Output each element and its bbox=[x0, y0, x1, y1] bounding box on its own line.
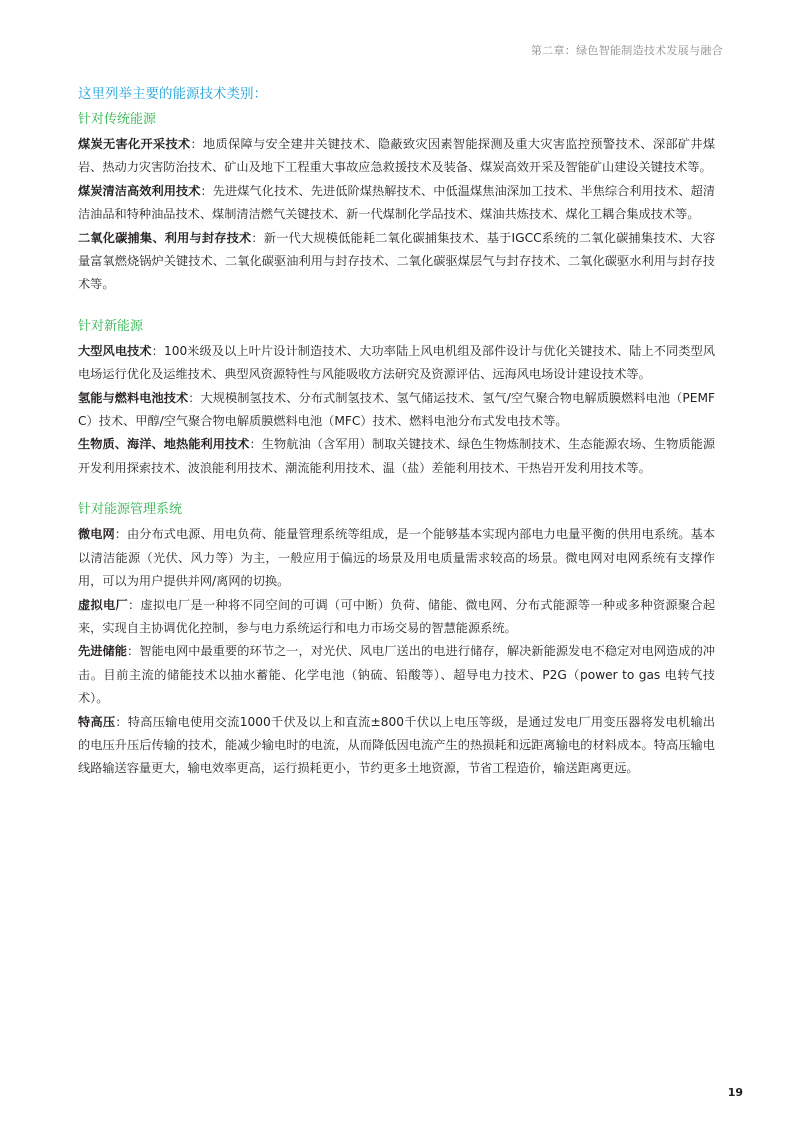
tech-description: 虚拟电厂是一种将不同空间的可调（可中断）负荷、储能、微电网、分布式能源等一种或多种资源聚合起来，实现自主协调优化控制，参与电力系统运行和电力市场交易的智慧能源系统。 bbox=[78, 597, 716, 635]
tech-term: 二氧化碳捕集、利用与封存技术 bbox=[78, 230, 252, 245]
section-title: 针对新能源 bbox=[78, 318, 144, 334]
tech-description: 100米级及以上叶片设计制造技术、大功率陆上风电机组及部件设计与优化关键技术、陆上不同类型风电场运行优化及运维技术、典型风资源特性与风能吸收方法研究及资源评估、远海风电场设计建设技术等。 bbox=[78, 343, 716, 382]
tech-term: 煤炭清洁高效利用技术 bbox=[78, 183, 201, 198]
term-separator: ： bbox=[128, 597, 141, 612]
section-energy-management bbox=[78, 500, 715, 780]
tech-term: 虚拟电厂 bbox=[78, 597, 128, 612]
tech-term: 大型风电技术 bbox=[78, 343, 152, 358]
tech-paragraph bbox=[78, 523, 715, 593]
term-separator: ： bbox=[190, 137, 203, 151]
tech-description: 新一代大规模低能耗二氧化碳捕集技术、基于IGCC系统的二氧化碳捕集技术、大容量富氧燃烧锅炉关键技术、二氧化碳驱油利用与封存技术、二氧化碳驱煤层气与封存技术、二氧化碳驱水利用与封存技术等。 bbox=[78, 230, 716, 292]
term-separator: ： bbox=[200, 183, 213, 198]
section-title: 针对能源管理系统 bbox=[78, 502, 183, 518]
main-content bbox=[78, 84, 715, 801]
tech-paragraph bbox=[78, 227, 715, 297]
section-new-energy bbox=[78, 317, 715, 480]
tech-paragraph bbox=[78, 340, 715, 387]
term-separator: ： bbox=[127, 644, 140, 659]
tech-term: 先进储能 bbox=[78, 644, 128, 659]
chapter-header: 第二章：绿色智能制造技术发展与融合 bbox=[530, 44, 723, 57]
tech-term: 特高压 bbox=[78, 714, 116, 729]
tech-paragraph bbox=[78, 711, 715, 781]
tech-paragraph bbox=[78, 387, 715, 434]
tech-description: 由分布式电源、用电负荷、能量管理系统等组成，是一个能够基本实现内部电力电量平衡的供用电系统。基本以清洁能源（光伏、风力等）为主，一般应用于偏远的场景及用电质量需求较高的场景。微电网对电网系统有支撑作用，可以为用户提供并网/离网的切换。 bbox=[78, 527, 716, 589]
tech-term: 氢能与燃料电池技术 bbox=[78, 390, 189, 405]
tech-term: 生物质、海洋、地热能利用技术 bbox=[78, 437, 250, 452]
term-separator: ： bbox=[151, 343, 164, 358]
tech-term: 微电网 bbox=[78, 527, 115, 542]
tech-paragraph bbox=[78, 594, 715, 641]
tech-description: 生物航油（含军用）制取关键技术、绿色生物炼制技术、生态能源农场、生物质能源开发利用探索技术、波浪能利用技术、潮流能利用技术、温（盐）差能利用技术、干热岩开发利用技术等。 bbox=[78, 437, 716, 475]
tech-description: 大规模制氢技术、分布式制氢技术、氢气储运技术、氢气/空气聚合物电解质膜燃料电池（PEMFC）技术、甲醇/空气聚合物电解质膜燃料电池（MFC）技术、燃料电池分布式发电技术等。 bbox=[78, 390, 715, 429]
tech-description: 特高压输电使用交流1000千伏及以上和直流±800千伏以上电压等级，是通过发电厂用变压器将发电机输出的电压升压后传输的技术，能减少输电时的电流，从而降低因电流产生的热损耗和远距离输电的材料成本。特高压输电线路输送容量更大，输电效率更高，运行损耗更小，节约更多土地资源，节省工程造价，输送距离更远。 bbox=[78, 714, 716, 776]
tech-paragraph bbox=[78, 640, 715, 710]
term-separator: ： bbox=[115, 714, 128, 729]
tech-description: 先进煤气化技术、先进低阶煤热解技术、中低温煤焦油深加工技术、半焦综合利用技术、超清洁油品和特种油品技术、煤制清洁燃气关键技术、新一代煤制化学品技术、煤油共炼技术、煤化工耦合集成技术等。 bbox=[78, 183, 716, 222]
tech-paragraph bbox=[78, 180, 715, 227]
tech-description: 智能电网中最重要的环节之一，对光伏、风电厂送出的电进行储存，解决新能源发电不稳定对电网造成的冲击。目前主流的储能技术以抽水蓄能、化学电池（钠硫、铅酸等）、超导电力技术、P2G（power to gas 电转气技术）。 bbox=[78, 644, 716, 706]
term-separator: ： bbox=[114, 527, 128, 542]
section-traditional-energy bbox=[78, 110, 715, 297]
term-separator: ： bbox=[188, 390, 201, 405]
tech-paragraph bbox=[78, 133, 715, 180]
intro-heading: 这里列举主要的能源技术类别： bbox=[78, 86, 267, 102]
tech-description: 地质保障与安全建井关键技术、隐蔽致灾因素智能探测及重大灾害监控预警技术、深部矿井煤岩、热动力灾害防治技术、矿山及地下工程重大事故应急救援技术及装备、煤炭高效开采及智能矿山建设关键技术等。 bbox=[78, 137, 716, 175]
section-title: 针对传统能源 bbox=[78, 112, 157, 127]
term-separator: ： bbox=[249, 437, 262, 452]
tech-term: 煤炭无害化开采技术 bbox=[78, 137, 191, 151]
page-number: 19 bbox=[727, 1086, 743, 1099]
term-separator: ： bbox=[251, 230, 264, 245]
tech-paragraph bbox=[78, 433, 715, 480]
